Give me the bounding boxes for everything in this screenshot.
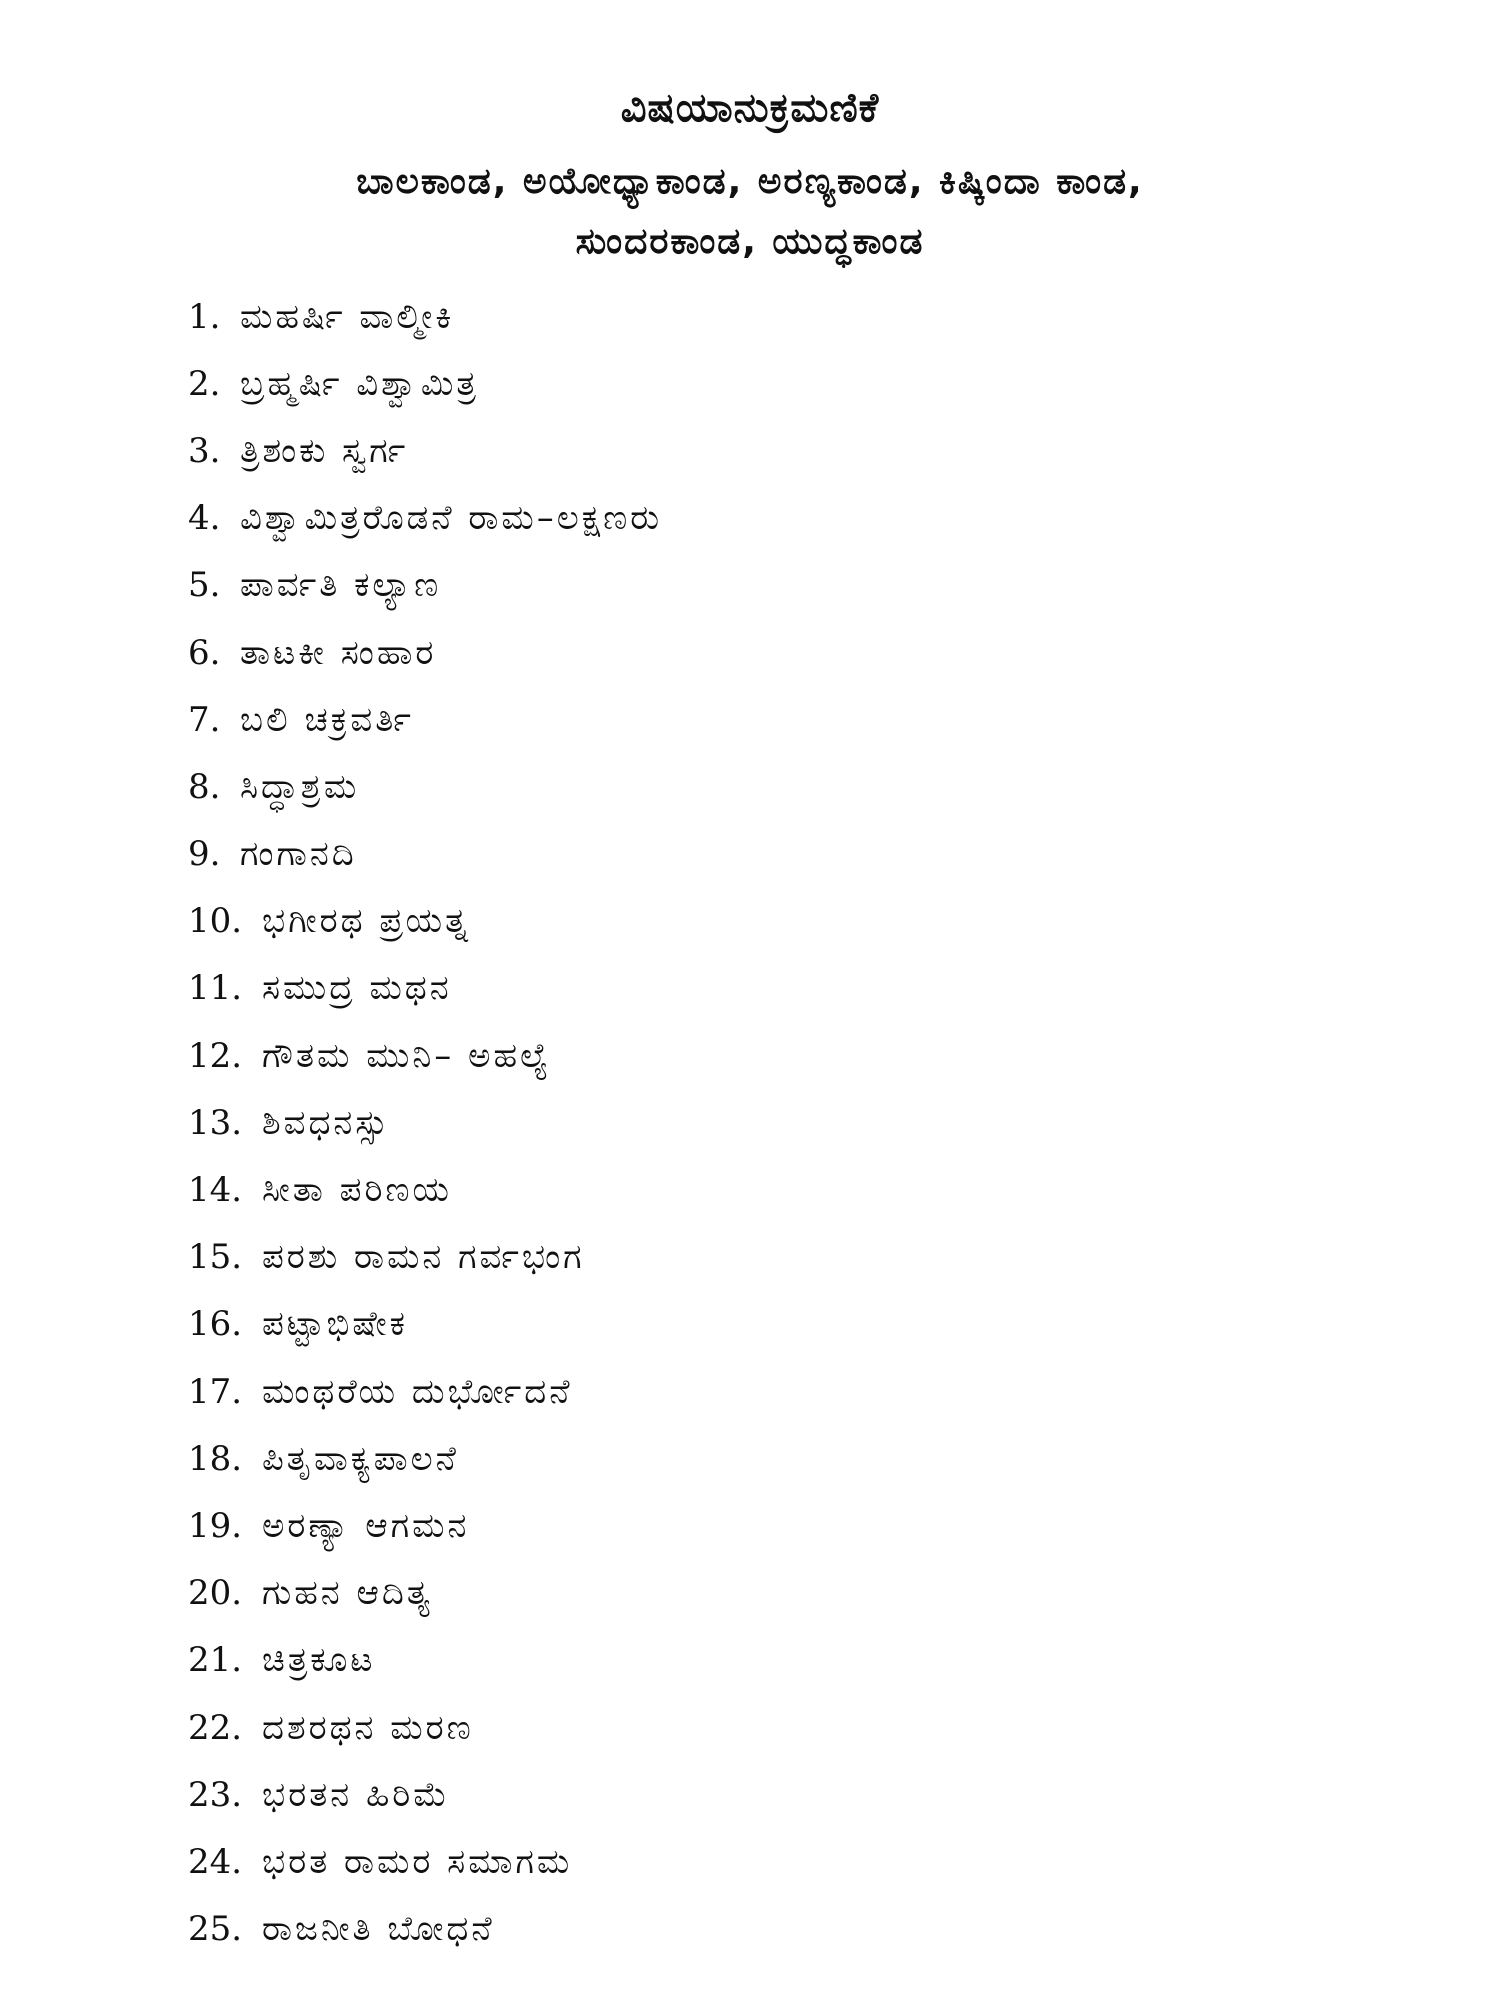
toc-item-title: ಶಿವಧನಸ್ಸು [262, 1102, 391, 1143]
toc-item-number: 12. [188, 1035, 243, 1076]
toc-item-title: ಪಿತೃವಾಕ್ಯಪಾಲನೆ [262, 1438, 459, 1479]
toc-item-title: ಬಲಿ ಚಕ್ರವರ್ತಿ [240, 699, 414, 740]
toc-item [188, 1627, 1388, 1694]
toc-item-number: 5. [188, 565, 221, 606]
toc-item-number: 16. [188, 1304, 243, 1345]
toc-item-title: ಸಮುದ್ರ ಮಥನ [262, 968, 452, 1009]
toc-item-number: 2. [188, 363, 221, 404]
toc-item [188, 1694, 1388, 1761]
toc-item-title: ತ್ರಿಶಂಕು ಸ್ವರ್ಗ [240, 430, 409, 471]
toc-item [188, 1492, 1388, 1559]
toc-item [188, 821, 1388, 888]
table-of-contents [188, 283, 1388, 1963]
toc-item-number: 11. [188, 968, 243, 1009]
toc-item-number: 19. [188, 1505, 243, 1546]
toc-item [188, 1291, 1388, 1358]
toc-item-number: 22. [188, 1707, 243, 1748]
toc-item-title: ಪಾರ್ವತಿ ಕಲ್ಯಾಣ [240, 565, 442, 606]
toc-item-title: ಭರತ ರಾಮರ ಸಮಾಗಮ [262, 1841, 573, 1882]
toc-item-title: ಭಗೀರಥ ಪ್ರಯತ್ನ [262, 901, 471, 942]
toc-item [188, 1224, 1388, 1291]
toc-item-number: 21. [188, 1640, 243, 1681]
toc-item [188, 485, 1388, 552]
toc-item-title: ಅರಣ್ಯಾ ಆಗಮನ [262, 1505, 470, 1546]
toc-item-number: 15. [188, 1237, 243, 1278]
toc-item-title: ತಾಟಕೀ ಸಂಹಾರ [240, 632, 437, 673]
toc-item-title: ಬ್ರಹ್ಮರ್ಷಿ ವಿಶ್ವಾಮಿತ್ರ [240, 363, 479, 404]
toc-item-number: 9. [188, 834, 221, 875]
toc-item [188, 955, 1388, 1022]
toc-item-number: 17. [188, 1371, 243, 1412]
toc-item-number: 23. [188, 1774, 243, 1815]
toc-item-number: 20. [188, 1573, 243, 1614]
toc-item-title: ಗೌತಮ ಮುನಿ– ಅಹಲ್ಯೆ [262, 1035, 552, 1076]
toc-item [188, 552, 1388, 619]
toc-item-title: ವಿಶ್ವಾಮಿತ್ರರೊಡನೆ ರಾಮ–ಲಕ್ಷಣರು [240, 498, 663, 539]
subtitle-line-2: ಸುಂದರಕಾಂಡ, ಯುದ್ಧಕಾಂಡ [575, 221, 925, 262]
toc-item [188, 1358, 1388, 1425]
toc-item-title: ದಶರಥನ ಮರಣ [262, 1707, 474, 1748]
toc-item-title: ಸಿದ್ಧಾಶ್ರಮ [240, 766, 360, 807]
toc-item [188, 753, 1388, 820]
toc-item-number: 1. [188, 296, 221, 337]
toc-item [188, 1425, 1388, 1492]
toc-item [188, 1089, 1388, 1156]
toc-item-title: ಮಂಥರೆಯ ದುರ್ಭೋದನೆ [262, 1371, 573, 1412]
toc-item-title: ರಾಜನೀತಿ ಬೋಧನೆ [262, 1909, 495, 1950]
toc-item [188, 619, 1388, 686]
toc-item-title: ಗುಹನ ಆದಿತ್ಯ [262, 1573, 433, 1614]
toc-item-title: ಗಂಗಾನದಿ [240, 834, 357, 875]
toc-item [188, 350, 1388, 417]
toc-item-number: 25. [188, 1909, 243, 1950]
toc-item-number: 4. [188, 498, 221, 539]
toc-item [188, 1560, 1388, 1627]
toc-item-number: 8. [188, 766, 221, 807]
toc-item [188, 888, 1388, 955]
toc-item-number: 7. [188, 699, 221, 740]
toc-item-number: 18. [188, 1438, 243, 1479]
toc-item-title: ಪರಶು ರಾಮನ ಗರ್ವಭಂಗ [262, 1237, 585, 1278]
toc-item [188, 1828, 1388, 1895]
toc-item-number: 10. [188, 901, 243, 942]
toc-item-number: 24. [188, 1841, 243, 1882]
toc-item [188, 283, 1388, 350]
toc-item-number: 6. [188, 632, 221, 673]
toc-item-title: ಚಿತ್ರಕೂಟ [262, 1640, 376, 1681]
toc-item-number: 14. [188, 1170, 243, 1211]
page-title: ವಿಷಯಾನುಕ್ರಮಣಿಕೆ [620, 85, 880, 131]
toc-item [188, 1156, 1388, 1223]
toc-item [188, 686, 1388, 753]
toc-item-title: ಮಹರ್ಷಿ ವಾಲ್ಮೀಕಿ [240, 296, 455, 337]
page-subtitle [0, 152, 1500, 272]
toc-item [188, 1896, 1388, 1963]
subtitle-line-1: ಬಾಲಕಾಂಡ, ಅಯೋಧ್ಯಾಕಾಂಡ, ಅರಣ್ಯಕಾಂಡ, ಕಿಷ್ಕಿಂದಾ ಕಾಂಡ, [356, 161, 1144, 202]
toc-item-number: 3. [188, 430, 221, 471]
toc-item [188, 1761, 1388, 1828]
toc-item [188, 417, 1388, 484]
toc-item-title: ಪಟ್ಟಾಭಿಷೇಕ [262, 1304, 408, 1345]
toc-item-number: 13. [188, 1102, 243, 1143]
toc-item [188, 1022, 1388, 1089]
toc-item-title: ಭರತನ ಹಿರಿಮೆ [262, 1774, 450, 1815]
toc-item-title: ಸೀತಾ ಪರಿಣಯ [262, 1170, 452, 1211]
